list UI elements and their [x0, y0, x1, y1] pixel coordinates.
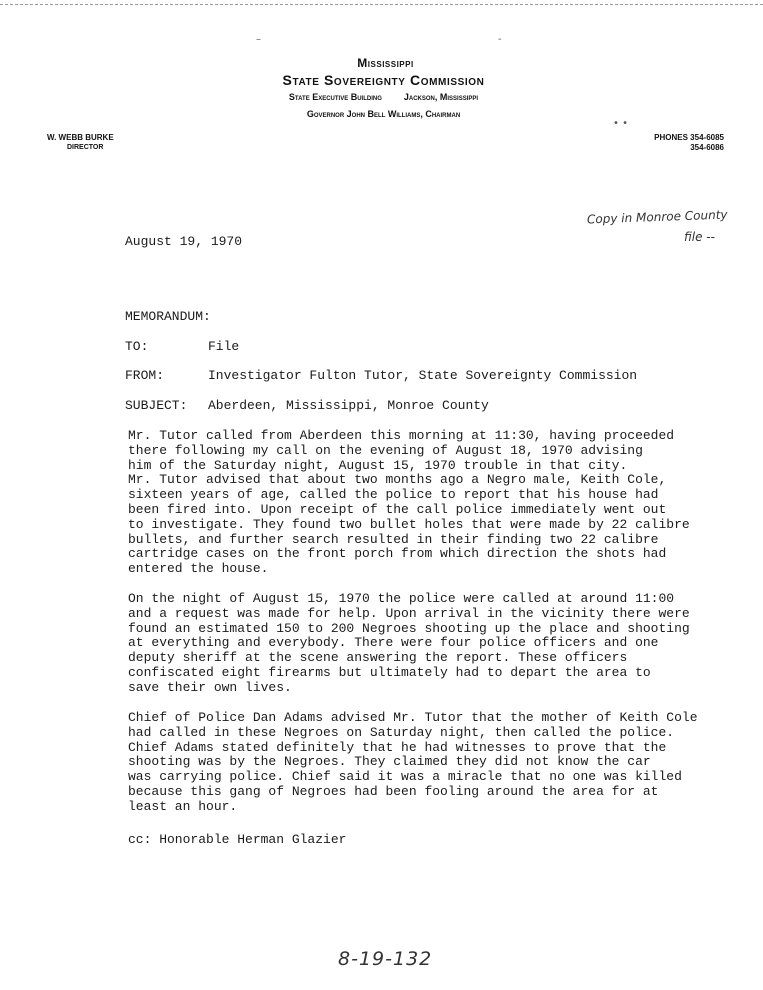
paragraph-line: and a request was made for help. Upon arrival in the vicinity there were [128, 605, 690, 621]
handwritten-file-note: file -- [684, 230, 715, 244]
scan-speck: – [256, 34, 261, 45]
paragraph-line: Mr. Tutor advised that about two months ago a Negro male, Keith Cole, [128, 472, 667, 488]
paragraph-line: Chief Adams stated definitely that he had witnesses to prove that the [128, 739, 667, 755]
phones-line-2: 354-6086 [690, 143, 724, 152]
paragraph-line: sixteen years of age, called the police to report that his house had [128, 487, 659, 503]
phones-line-1: PHONES 354-6085 [654, 133, 724, 142]
phones-block [654, 133, 724, 153]
subject-label: SUBJECT: [125, 398, 188, 413]
memo-heading: MEMORANDUM: [125, 309, 211, 324]
paragraph-line: was carrying police. Chief said it was a miracle that no one was killed [128, 769, 682, 785]
to-value: File [208, 339, 240, 354]
scan-speck: - [498, 34, 502, 45]
scan-edge-divider [0, 4, 763, 5]
handwritten-page-number: 8-19-132 [338, 948, 433, 970]
memo-paragraph-3 [128, 711, 698, 815]
paragraph-line: been fired into. Upon receipt of the call police immediately went out [128, 501, 667, 517]
director-title: DIRECTOR [67, 144, 104, 151]
to-label: TO: [125, 339, 149, 354]
paragraph-line: because this gang of Negroes had been fooling around the area for at [128, 783, 659, 799]
paragraph-line: had called in these Negroes on Saturday night, then called the police. [128, 724, 675, 740]
subject-row [125, 398, 489, 413]
subject-value: Aberdeen, Mississippi, Monroe County [208, 398, 489, 413]
paragraph-line: bullets, and further search resulted in their finding two 22 calibre [128, 531, 659, 547]
paragraph-line: found an estimated 150 to 200 Negroes shooting up the place and shooting [128, 620, 690, 636]
letterhead-state: Mississippi [357, 56, 414, 70]
paragraph-line: confiscated eight firearms but ultimately had to depart the area to [128, 664, 651, 680]
paragraph-line: least an hour. [128, 798, 238, 814]
paragraph-line: On the night of August 15, 1970 the police were called at around 11:00 [128, 591, 675, 606]
memo-paragraph-2 [128, 592, 690, 696]
director-block [47, 133, 114, 153]
paragraph-line: cartridge cases on the front porch from which direction the shots had [128, 546, 667, 562]
from-value: Investigator Fulton Tutor, State Sovereignty Commission [208, 368, 638, 383]
letterhead-governor: Governor John Bell Williams, Chairman [306, 109, 461, 119]
from-label: FROM: [125, 368, 165, 383]
from-row [125, 368, 637, 383]
paragraph-line: him of the Saturday night, August 15, 1970 trouble in that city. [128, 457, 628, 473]
letterhead-city: Jackson, Mississippi [403, 92, 479, 102]
director-name: W. WEBB BURKE [47, 133, 114, 142]
paragraph-line: there following my call on the evening of August 18, 1970 advising [128, 442, 643, 458]
paragraph-line: at everything and everybody. There were four police officers and one [128, 635, 659, 651]
paragraph-line: Mr. Tutor called from Aberdeen this morning at 11:30, having proceeded [128, 428, 675, 443]
paragraph-line: shooting was by the Negroes. They claimed they did not know the car [128, 754, 651, 770]
paragraph-line: entered the house. [128, 561, 269, 577]
letterhead-commission: State Sovereignty Commission [282, 72, 485, 88]
paragraph-line: Chief of Police Dan Adams advised Mr. Tutor that the mother of Keith Cole [128, 710, 698, 725]
memo-date: August 19, 1970 [125, 234, 243, 249]
paragraph-line: save their own lives. [128, 679, 292, 695]
paragraph-line: to investigate. They found two bullet holes that were made by 22 calibre [128, 516, 690, 532]
letterhead-address [2, 92, 763, 102]
to-row [125, 339, 239, 354]
memo-paragraph-1 [128, 429, 690, 577]
scan-speck: • • [613, 118, 628, 129]
handwritten-copy-note: Copy in Monroe County [586, 207, 728, 227]
cc-line: cc: Honorable Herman Glazier [128, 832, 347, 847]
paragraph-line: deputy sheriff at the scene answering the report. These officers [128, 650, 628, 666]
letterhead-building: State Executive Building [288, 92, 382, 102]
